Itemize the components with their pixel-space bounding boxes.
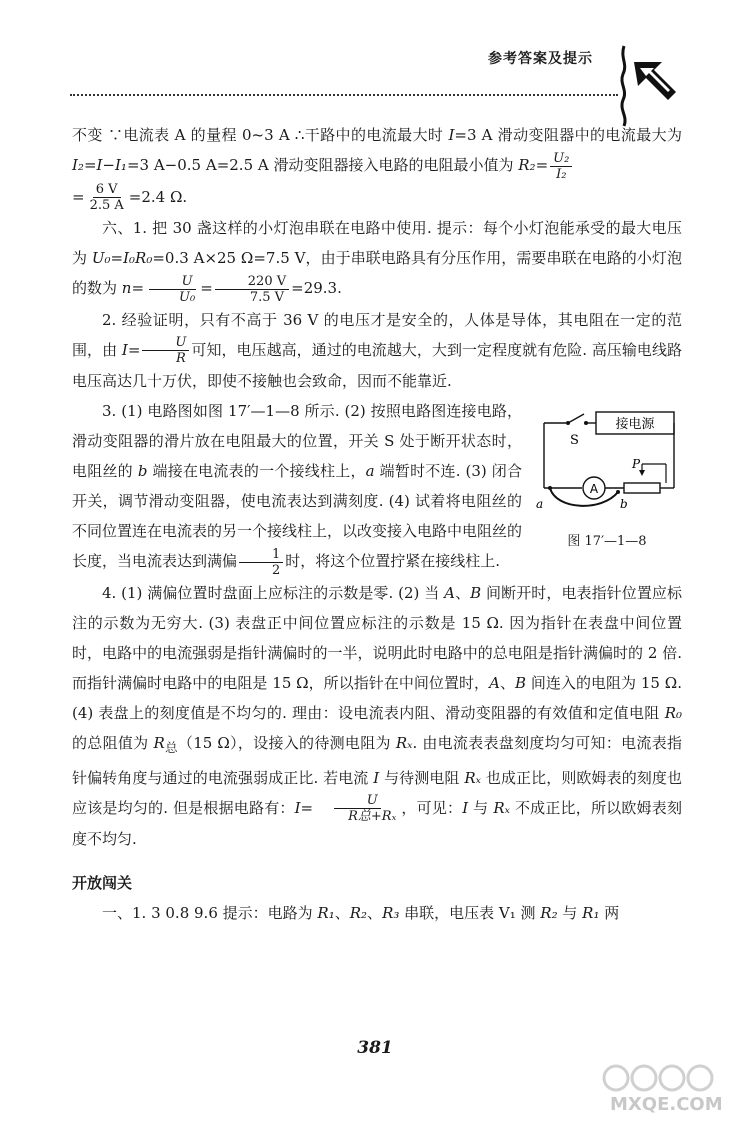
terminal-b-label: b	[620, 497, 628, 511]
paragraph-six-4: 4. (1) 满偏位置时盘面上应标注的示数是零. (2) 当 A、B 间断开时，电表指针位置应标注的示数为无穷大. (3) 表盘正中间位置应标注的示数是 15 Ω. 因为指针在表盘中间位置时，电路中的电流强弱是指针满偏时的一半，说明此时电路中的总电阻是指针满偏时的 2 倍. 而指针满偏时电路中的电阻是 15 Ω，所以指针在中间位置时，A、B 间连入的电阻为 15 Ω. (4) 表盘上的刻度值是不均匀的. 理由：设电流表内阻、滑动变阻器的有效值和定值电阻 R₀ 的总阻值为 $R_总(15$ Ω），设接入的待测电阻为 Rₓ. 由电流表表盘刻度均匀可知：电流表指针偏转角度与通过的电流强弱成正比. 若电流 I 与待测电阻 Rₓ 也成正比，则欧姆表的刻度也应该是均匀的. 但是根据电路有：I= $\frac{U}{\text{R总+Rₓ}}$ ，可见：I 与 Rₓ 不成正比，所以欧姆表刻度不均匀.	[72, 583, 682, 848]
arrow-logo-icon	[618, 40, 678, 130]
paragraph-six-2: 2. 经验证明，只有不高于 36 V 的电压才是安全的，人体是导体，其电阻在一定的范围，由 I= $\frac{U}{R}$ 可知，电压越高，通过的电流越大，大到一定程度就有危险. 高压输电线路电压高达几十万伏，即使不接触也会致命，因而不能靠近.	[72, 310, 682, 390]
power-label: 接电源	[615, 417, 655, 432]
circuit-figure	[532, 404, 682, 552]
paragraph-current-limit: 不变 ∵电流表 A 的量程 0~3 A ∴干路中的电流最大时 I=3 A 滑动变阻器中的电流最大为 I₂=I−I₁=3 A−0.5 A=2.5 A 滑动变阻器接入电路的电阻最小值为 R₂= $\frac{\text{U₂}}{\text{I₂}}$ = $\frac{6 V}{2.5 A}$ =2.4 Ω.	[72, 126, 682, 213]
fraction: $\frac{U}{\text{R总+Rₓ}}$	[315, 793, 399, 824]
section-title: 开放闯关	[72, 874, 133, 892]
answer-content	[72, 120, 682, 928]
slider-label: P	[632, 457, 641, 471]
fraction: $\frac{\text{U₂}}{\text{I₂}}$	[550, 151, 572, 182]
circuit-diagram	[532, 404, 682, 522]
page-number: 381	[357, 1038, 393, 1058]
ammeter-label: A	[589, 482, 599, 496]
fraction: $\frac{U}{\text{U₀}}$	[146, 274, 198, 305]
fraction: $\frac{6 V}{2.5 A}$	[89, 182, 124, 213]
paragraph-six-1: 六、1. 把 30 盏这样的小灯泡串联在电路中使用. 提示：每个小灯泡能承受的最大电压为 U₀=I₀R₀=0.3 A×25 Ω=7.5 V，由于串联电路具有分压作用，需要串联在电路的小灯泡的数为 n= $\frac{U}{\text{U₀}}$ = $\frac{220 V}{7.5 V}$ =29.3.	[72, 219, 682, 305]
paragraph-open-1: 一、1. 3 0.8 9.6 提示：电路为 R₁、R₂、R₃ 串联，电压表 V₁ 测 R₂ 与 R₁ 两	[102, 904, 620, 922]
watermark-site: MXQE.COM	[610, 1094, 723, 1115]
fraction: $\frac{1}{2}$	[239, 547, 283, 578]
paragraph-six-3: 3. (1) 电路图如图 17′—1—8 所示. (2) 按照电路图连接电路，滑动变阻器的滑片放在电阻最大的位置，开关 S 处于断开状态时，电阻丝的 b 端接在电流表的一个接线柱上，a 端暂时不连. (3) 闭合开关，调节滑动变阻器，使电流表达到满刻度. (4) 试着将电阻丝的不同位置连在电流表的另一个接线柱上，以改变接入电路中电阻丝的长度，当电流表达到满偏 $\frac{1}{2}$ 时，将这个位置拧紧在接线柱上.	[72, 402, 523, 578]
terminal-a-label: a	[536, 497, 544, 511]
fraction: $\frac{220 V}{7.5 V}$	[215, 274, 289, 305]
fraction: $\frac{U}{R}$	[142, 335, 189, 366]
figure-caption: 图 17′—1—8	[567, 534, 647, 549]
header-divider	[70, 94, 618, 96]
header-title: 参考答案及提示	[488, 51, 593, 67]
switch-label: S	[570, 433, 579, 448]
